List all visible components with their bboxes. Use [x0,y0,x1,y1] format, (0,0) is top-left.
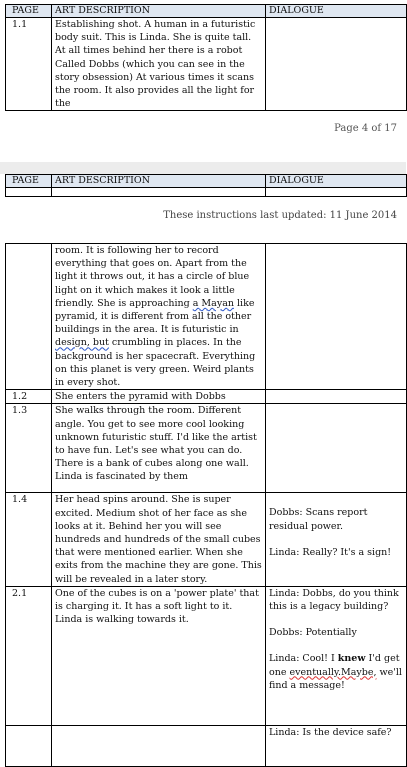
dialogue-line: Linda: Dobbs, do you think this is a legacy building? [269,587,399,613]
table-row [6,390,407,404]
table-header-row [6,5,407,18]
table-header-row [6,175,407,188]
header-art-description: ART DESCRIPTION [52,175,266,188]
row-page-number: 1.2 [6,390,52,404]
table-row [6,493,407,586]
page-top-segment [0,0,406,110]
script-table-top [5,4,407,111]
header-dialogue: DIALOGUE [266,5,407,18]
page-number: Page 4 of 17 [334,123,397,134]
row-page-number: 1.1 [6,18,52,111]
table-row [6,188,407,197]
table-row [6,725,407,766]
row-page-number: 2.1 [6,586,52,725]
page-break [0,162,406,174]
next-page-header-segment [0,174,406,196]
header-page: PAGE [6,175,52,188]
header-dialogue: DIALOGUE [266,175,407,188]
row-page-number [6,725,52,766]
row-art-description [52,725,266,766]
header-art-description: ART DESCRIPTION [52,5,266,18]
table-row [6,586,407,725]
row-page-number: 1.4 [6,493,52,586]
row-dialogue [266,18,407,111]
dialogue-line: Linda: Really? It's a sign! [269,546,392,558]
row-dialogue [266,725,407,766]
row-art-description: She walks through the room. Different angle. You get to see more cool looking unknown futuristic stuff. I'd like the artist to have fun. Let's see what you can do. There is a bank of cubes along one wall. Linda is fascinated by them [52,404,266,493]
row-art-description: Establishing shot. A human in a futuristic body suit. This is Linda. She is quite tall. At all times behind her there is a robot Called Dobbs (which you can see in the story obsession) At various times it scans the room. It also provides all the light for the [52,18,266,111]
header-page: PAGE [6,5,52,18]
script-table-main [5,243,407,767]
table-row [6,404,407,493]
last-updated-notice: These instructions last updated: 11 June 2014 [163,210,397,221]
main-table-segment [0,243,406,756]
dialogue-line: Linda: Cool! I knew I'd get one eventually.Maybe, we'll find a message! [269,653,402,691]
row-art-description: Her head spins around. She is super excited. Medium shot of her face as she looks at it. Behind her you will see hundreds and hundreds of the small cubes that were mentioned earlier. When she exits from the machine they are gone. This will be revealed in a later story. [52,493,266,586]
row-art-description: room. It is following her to record everything that goes on. Apart from the light it throws out, it has a circle of blue light on it which makes it look a little friendly. She is approaching a Mayan like pyramid, it is different from all the other buildings in the area. It is futuristic in design, but crumbling in places. In the background is her spacecraft. Everything on this planet is very green. Weird plants in every shot. [52,244,266,390]
dialogue-line: Dobbs: Potentially [269,627,357,639]
dialogue-line: Dobbs: Scans report residual power. [269,507,368,532]
row-art-description: She enters the pyramid with Dobbs [52,390,266,404]
script-table-header-repeat [5,174,407,197]
row-dialogue [266,493,407,586]
row-dialogue [266,586,407,725]
table-row [6,18,407,111]
dialogue-line: Linda: Is the device safe? [269,726,392,738]
row-page-number: 1.3 [6,404,52,493]
row-art-description: One of the cubes is on a 'power plate' that is charging it. It has a soft light to it. Linda is walking towards it. [52,586,266,725]
table-row [6,244,407,390]
